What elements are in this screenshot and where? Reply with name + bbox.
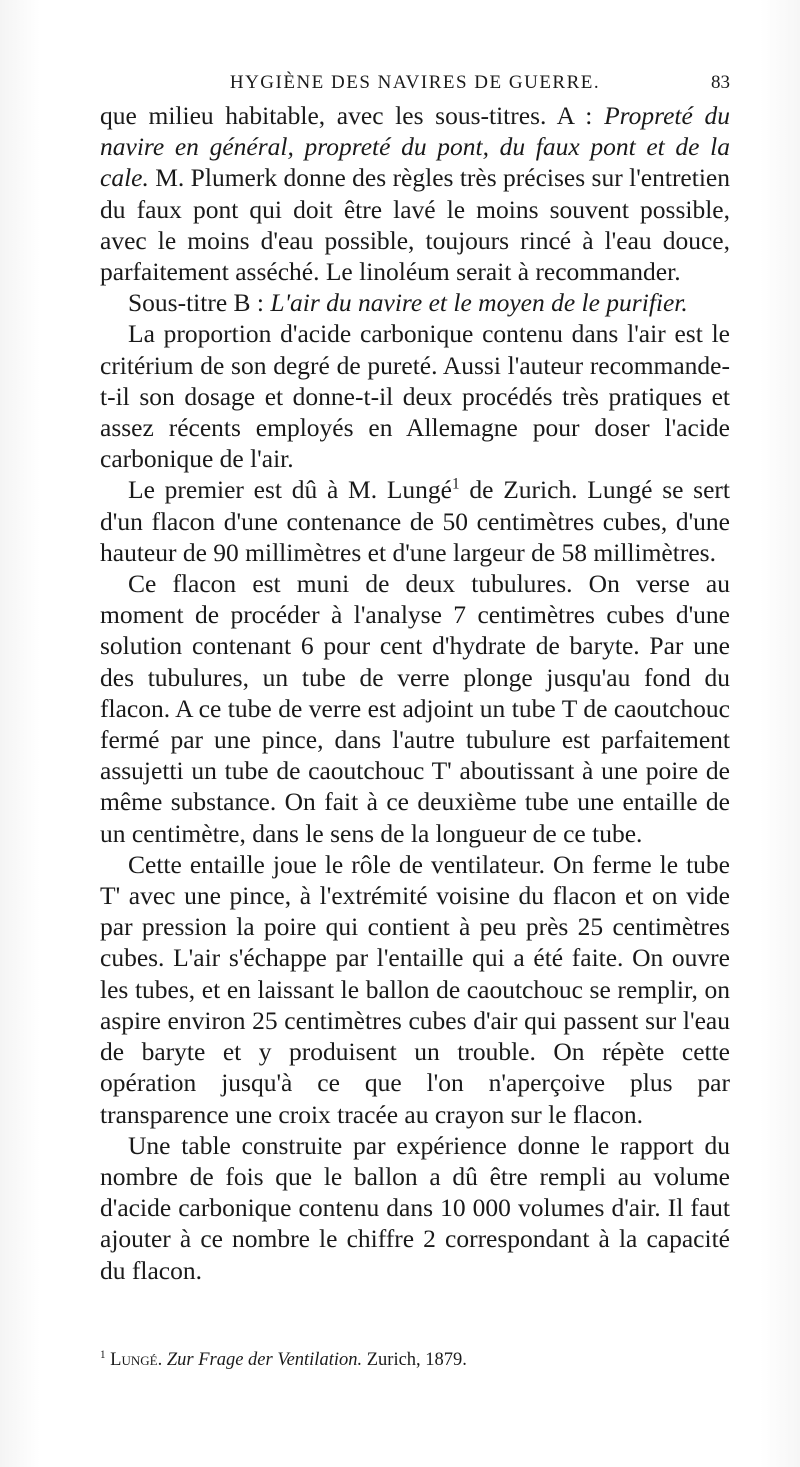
footnote-reference[interactable]: 1 [452, 475, 460, 493]
paragraph-1-italic-subtitle: Propreté du navire en général, propreté du pont, du faux pont et de la cale. [100, 101, 730, 193]
paragraph-1-body: M. Plumerk donne des règles très précises sur l'entretien du faux pont qui doit être lavé le moins souvent possible, avec le moins d'eau possible, toujours rincé à l'eau douce, parfaitement asséché. Le linoléum serait à recommander. [100, 163, 730, 287]
paragraph-6: Cette entaille joue le rôle de ventilateur. On ferme le tube T' avec une pince, à l'extrémité voisine du flacon et on vide par pression la poire qui contient à peu près 25 centimètres cubes. L'air s'échappe par l'entaille qui a été faite. On ouvre les tubes, et en laissant le ballon de caoutchouc se remplir, on aspire environ 25 centimètres cubes d'air qui passent sur l'eau de baryte et y produisent un trouble. On répète cette opération jusqu'à ce que l'on n'aperçoive plus par transparence une croix tracée au crayon sur le flacon. [100, 849, 730, 1129]
footnote-author: Lungé. [110, 1350, 163, 1370]
paragraph-4-body: de Zurich. Lungé se sert d'un flacon d'une contenance de 50 centimètres cubes, d'une hauteur de 90 millimètres et d'une largeur de 58 millimètres. [100, 475, 730, 567]
body-text [100, 100, 730, 1286]
footnote-place-date: Zurich, 1879. [366, 1350, 467, 1370]
page-number: 83 [711, 72, 730, 93]
paragraph-5: Ce flacon est muni de deux tubulures. On verse au moment de procéder à l'analyse 7 centimètres cubes d'une solution contenant 6 pour cent d'hydrate de baryte. Par une des tubulures, un tube de verre plonge jusqu'au fond du flacon. A ce tube de verre est adjoint un tube T de caoutchouc fermé par une pince, dans l'autre tubulure est parfaitement assujetti un tube de caoutchouc T' aboutissant à une poire de même substance. On fait à ce deuxième tube une entaille de un centimètre, dans le sens de la longueur de ce tube. [100, 569, 730, 848]
footnote [100, 1348, 730, 1372]
footnote-title: Zur Frage der Ventilation. [166, 1350, 363, 1370]
paragraph-1 [100, 100, 730, 287]
paragraph-2 [100, 287, 730, 318]
paragraph-2-italic-subtitle: L'air du navire et le moyen de le purifier. [270, 288, 688, 318]
page-header [100, 72, 730, 100]
running-title: HYGIÈNE DES NAVIRES DE GUERRE. [229, 72, 601, 93]
paragraph-4-lead: Le premier est dû à M. Lungé [128, 475, 452, 505]
paragraph-4 [100, 474, 730, 568]
paragraph-2-lead: Sous-titre B : [128, 288, 271, 318]
paragraph-7: Une table construite par expérience donne le rapport du nombre de fois que le ballon a dû être rempli au volume d'acide carbonique contenu dans 10 000 volumes d'air. Il faut ajouter à ce nombre le chiffre 2 correspondant à la capacité du flacon. [100, 1130, 730, 1285]
paragraph-1-lead: que milieu habitable, avec les sous-titres. A : [100, 101, 605, 130]
paragraph-3: La proportion d'acide carbonique contenu dans l'air est le critérium de son degré de pureté. Aussi l'auteur recommande-t-il son dosage et donne-t-il deux procédés très pratiques et assez récents employés en Allemagne pour doser l'acide carbonique de l'air. [100, 319, 730, 474]
footnote-marker: 1 [100, 1348, 106, 1361]
